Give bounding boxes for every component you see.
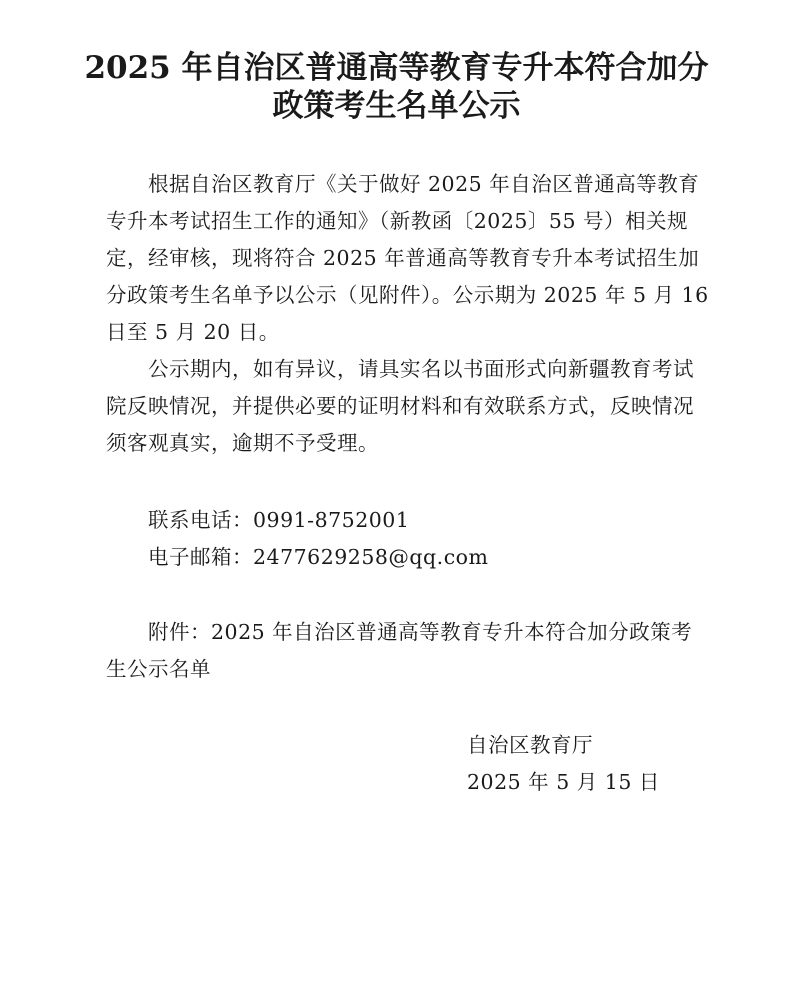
attachment-line-1: 附件：2025 年自治区普通高等教育专升本符合加分政策考 [148, 620, 693, 644]
paragraph-2-line-3: 须客观真实，逾期不予受理。 [106, 431, 379, 455]
contact-email: 电子邮箱：2477629258@qq.com [148, 545, 489, 569]
paragraph-1-line-3: 定，经审核，现将符合 2025 年普通高等教育专升本考试招生加 [106, 246, 700, 270]
paragraph-2-line-1: 公示期内，如有异议，请具实名以书面形式向新疆教育考试 [148, 357, 694, 381]
attachment-line-2: 生公示名单 [106, 657, 211, 681]
contact-phone: 联系电话：0991-8752001 [148, 508, 410, 532]
signature-date: 2025 年 5 月 15 日 [467, 770, 660, 794]
signature-org: 自治区教育厅 [467, 733, 593, 757]
paragraph-1-line-5: 日至 5 月 20 日。 [106, 320, 280, 344]
paragraph-2-line-2: 院反映情况，并提供必要的证明材料和有效联系方式，反映情况 [106, 394, 694, 418]
document-title-line-1: 2025 年自治区普通高等教育专升本符合加分 [84, 50, 709, 86]
paragraph-1-line-1: 根据自治区教育厅《关于做好 2025 年自治区普通高等教育 [148, 172, 700, 196]
paragraph-1-line-2: 专升本考试招生工作的通知》（新教函〔2025〕55 号）相关规 [106, 209, 689, 233]
document-title-line-2: 政策考生名单公示 [272, 88, 521, 124]
paragraph-1-line-4: 分政策考生名单予以公示（见附件）。公示期为 2025 年 5 月 16 [106, 283, 709, 307]
